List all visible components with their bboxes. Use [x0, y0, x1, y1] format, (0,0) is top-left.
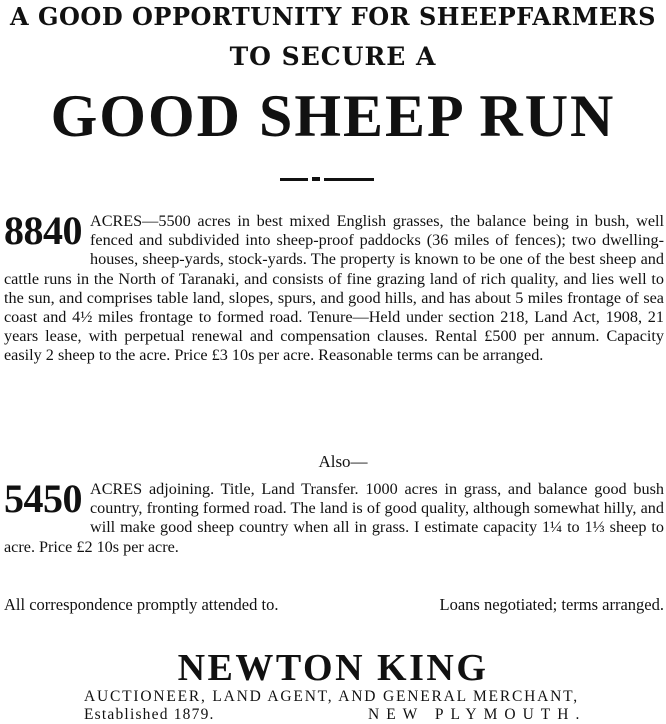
acreage-figure: 5450	[4, 476, 82, 521]
correspondence-line	[4, 595, 664, 615]
firm-trades: AUCTIONEER, LAND AGENT, AND GENERAL MERCHANT,	[84, 688, 579, 705]
listing-description: ACRES—5500 acres in best mixed English grasses, the balance being in bush, well fenced and subdivided into sheep-proof paddocks (36 miles of fences); two dwelling-houses, sheep-yards, stock-yards. The property is known to be one of the best sheep and cattle runs in the North of Taranaki, and consists of fine grazing land of rich quality, and lies well to the sun, and comprises table land, slopes, spurs, and good hills, and has about 5 miles frontage of sea coast and 4½ miles frontage to formed road. Tenure—Held under section 218, Land Act, 1908, 21 years lease, with perpetual renewal and compensation clauses. Rental £500 per annum. Capacity easily 2 sheep to the acre. Price £3 10s per acre. Reasonable terms can be arranged.	[4, 212, 664, 365]
headline-opportunity: A GOOD OPPORTUNITY FOR SHEEPFARMERS	[10, 2, 656, 31]
terms-note: Loans negotiated; terms arranged.	[439, 595, 664, 614]
listing-description: ACRES adjoining. Title, Land Transfer. 1000 acres in grass, and balance good bush country, fronting formed road. The land is of good quality, although somewhat hilly, and will make good sheep country when all in grass. I estimate capacity 1¼ to 1⅓ sheep to acre. Price £2 10s per acre.	[4, 480, 664, 556]
town-name: NEW PLYMOUTH.	[368, 706, 587, 723]
established-year: Established 1879.	[84, 706, 215, 723]
listing-5450-acres	[4, 476, 664, 557]
acreage-figure: 8840	[4, 208, 82, 253]
headline-sheep-run: GOOD SHEEP RUN	[50, 83, 616, 149]
also-separator: Also—	[318, 452, 368, 471]
listing-8840-acres	[4, 208, 664, 366]
ornamental-divider	[278, 176, 376, 182]
firm-name: NEWTON KING	[177, 647, 489, 689]
correspondence-note: All correspondence promptly attended to.	[4, 595, 279, 614]
headline-to-secure: TO SECURE A	[229, 42, 437, 71]
